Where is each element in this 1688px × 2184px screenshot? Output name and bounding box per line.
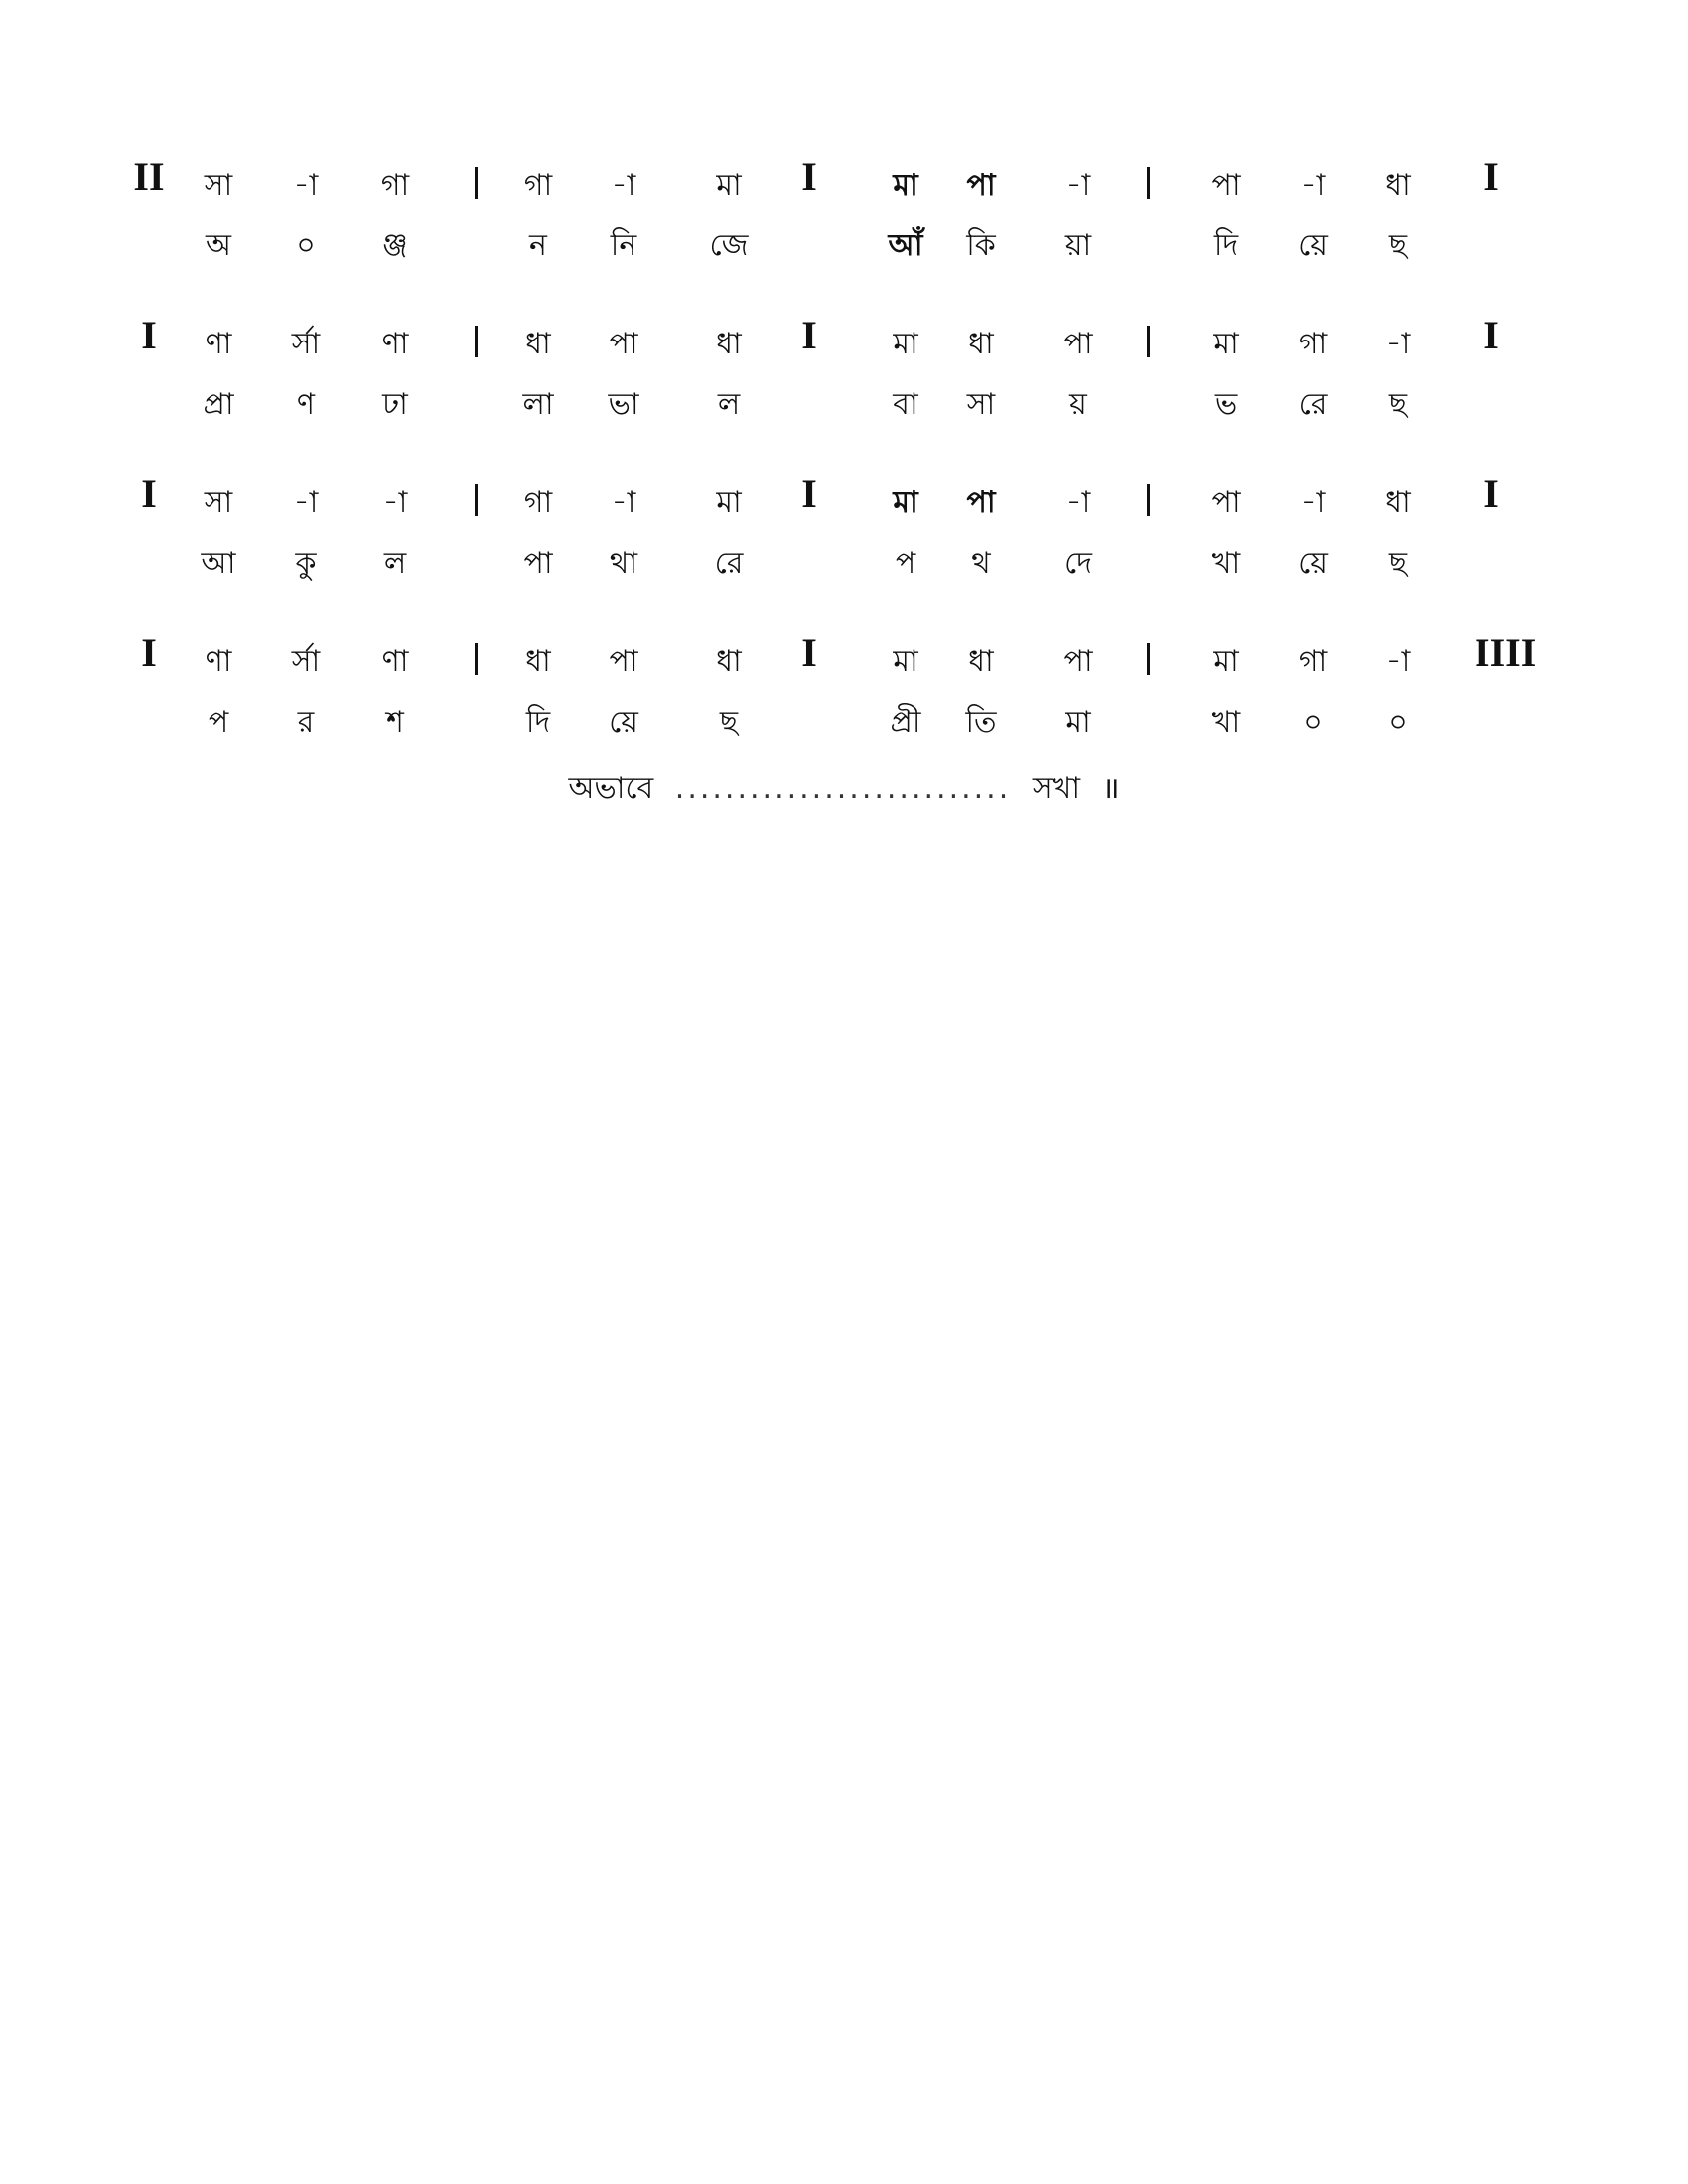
lyric-syllable: ছ bbox=[1388, 387, 1408, 422]
final-bar-symbol: IIII bbox=[1475, 630, 1537, 675]
note: মা bbox=[716, 168, 742, 203]
note: ধা bbox=[525, 644, 551, 679]
note: মা bbox=[893, 485, 918, 520]
division-bar bbox=[1147, 643, 1150, 675]
start-bar-symbol: I bbox=[141, 472, 157, 516]
notation-system-3 bbox=[0, 467, 1688, 586]
lyric-syllable: ছ bbox=[1388, 546, 1408, 581]
end-bar-symbol: I bbox=[1483, 472, 1499, 516]
note: পা bbox=[1211, 168, 1241, 203]
lyric-syllable: দে bbox=[1064, 546, 1092, 581]
lyric-syllable: য়ে bbox=[1298, 546, 1328, 581]
lyric-syllable: য় bbox=[1069, 387, 1087, 422]
note: ধা bbox=[1385, 168, 1411, 203]
note: ধা bbox=[968, 327, 994, 361]
lyric-syllable: ০ bbox=[1303, 705, 1323, 740]
lyric-syllable: জে bbox=[709, 228, 749, 263]
division-bar bbox=[475, 326, 478, 357]
lyric-syllable: প্রা bbox=[203, 387, 234, 422]
lyric-syllable: ঞ্জ bbox=[382, 228, 408, 263]
note: মা bbox=[716, 485, 742, 520]
division-bar bbox=[475, 643, 478, 675]
lyric-syllable: ভা bbox=[608, 387, 639, 422]
lyric-syllable: লা bbox=[522, 387, 554, 422]
note: -া bbox=[382, 485, 408, 520]
note: ধা bbox=[716, 644, 742, 679]
lyric-syllable: থ bbox=[971, 546, 991, 581]
note: -া bbox=[1385, 644, 1411, 679]
lyric-syllable: ল bbox=[383, 546, 407, 581]
lyric-syllable: বা bbox=[893, 387, 918, 422]
note: গা bbox=[380, 168, 410, 203]
division-bar bbox=[1147, 326, 1150, 357]
note: -া bbox=[293, 168, 319, 203]
lyric-syllable: আ bbox=[201, 546, 236, 581]
refrain-start: অভাবে bbox=[568, 771, 654, 806]
division-bar bbox=[1147, 484, 1150, 516]
lyric-syllable: ন bbox=[529, 228, 547, 263]
note: -া bbox=[1065, 168, 1091, 203]
refrain-dots: ........................... bbox=[674, 771, 1012, 806]
note: সা bbox=[204, 485, 233, 520]
note: গা bbox=[523, 168, 553, 203]
note: -া bbox=[1065, 485, 1091, 520]
note: পা bbox=[1063, 644, 1093, 679]
lyric-syllable: য়ে bbox=[609, 705, 638, 740]
note: -া bbox=[611, 485, 636, 520]
lyric-syllable: ঢা bbox=[382, 387, 408, 422]
lyric-syllable: খা bbox=[1211, 546, 1241, 581]
lyric-syllable: অ bbox=[206, 228, 231, 263]
bar-symbol: I bbox=[801, 313, 817, 357]
refrain-line bbox=[0, 769, 1688, 809]
refrain-end: সখা bbox=[1032, 771, 1081, 806]
lyric-syllable: পা bbox=[523, 546, 553, 581]
note: র্সা bbox=[291, 644, 321, 679]
note: গা bbox=[1298, 644, 1328, 679]
lyric-syllable: ল bbox=[717, 387, 741, 422]
lyric-syllable: ছ bbox=[1388, 228, 1408, 263]
note: মা bbox=[893, 327, 918, 361]
lyric-syllable: খা bbox=[1211, 705, 1241, 740]
note: পা bbox=[966, 168, 996, 203]
lyric-syllable: ছ bbox=[719, 705, 739, 740]
lyric-syllable: ০ bbox=[296, 228, 316, 263]
lyric-syllable: শ bbox=[386, 705, 404, 740]
division-bar bbox=[1147, 167, 1150, 199]
note: গা bbox=[1298, 327, 1328, 361]
note: মা bbox=[1213, 327, 1239, 361]
lyric-syllable: ভ bbox=[1214, 387, 1238, 422]
notation-system-1 bbox=[0, 149, 1688, 268]
note: ধা bbox=[525, 327, 551, 361]
note: ণা bbox=[381, 644, 409, 679]
lyric-syllable: কি bbox=[966, 228, 996, 263]
lyric-syllable: থা bbox=[609, 546, 638, 581]
note: পা bbox=[609, 327, 638, 361]
note: পা bbox=[1211, 485, 1241, 520]
lyric-syllable: দি bbox=[525, 705, 551, 740]
refrain-end-mark: ॥ bbox=[1101, 771, 1120, 806]
bar-symbol: I bbox=[801, 630, 817, 675]
lyric-syllable: রে bbox=[1298, 387, 1328, 422]
note: ধা bbox=[1385, 485, 1411, 520]
notation-system-2 bbox=[0, 308, 1688, 427]
bar-symbol: I bbox=[801, 472, 817, 516]
note: মা bbox=[1213, 644, 1239, 679]
note: -া bbox=[1385, 327, 1411, 361]
lyric-syllable: প্রী bbox=[890, 705, 921, 740]
note: পা bbox=[1063, 327, 1093, 361]
notation-system-4 bbox=[0, 625, 1688, 745]
lyric-syllable: য়ে bbox=[1298, 228, 1328, 263]
lyric-syllable: মা bbox=[1065, 705, 1091, 740]
start-bar-symbol: I bbox=[141, 313, 157, 357]
note: মা bbox=[893, 168, 918, 203]
lyric-syllable: য়া bbox=[1064, 228, 1092, 263]
note: র্সা bbox=[291, 327, 321, 361]
note: -া bbox=[1300, 485, 1326, 520]
note: ধা bbox=[716, 327, 742, 361]
note: ধা bbox=[968, 644, 994, 679]
lyric-syllable: রে bbox=[714, 546, 744, 581]
lyric-syllable: র bbox=[297, 705, 315, 740]
division-bar bbox=[475, 484, 478, 516]
start-bar-symbol: II bbox=[133, 154, 165, 199]
note: গা bbox=[523, 485, 553, 520]
lyric-syllable: প bbox=[895, 546, 916, 581]
lyric-syllable: ০ bbox=[1388, 705, 1408, 740]
note: ণা bbox=[381, 327, 409, 361]
lyric-syllable: দি bbox=[1213, 228, 1239, 263]
note: সা bbox=[204, 168, 233, 203]
lyric-syllable: আঁ bbox=[888, 228, 923, 263]
division-bar bbox=[475, 167, 478, 199]
start-bar-symbol: I bbox=[141, 630, 157, 675]
lyric-syllable: প bbox=[208, 705, 229, 740]
lyric-syllable: নি bbox=[610, 228, 637, 263]
note: -া bbox=[611, 168, 636, 203]
end-bar-symbol: I bbox=[1483, 313, 1499, 357]
lyric-syllable: কু bbox=[295, 546, 317, 581]
end-bar-symbol: I bbox=[1483, 154, 1499, 199]
note: -া bbox=[293, 485, 319, 520]
note: ণা bbox=[205, 327, 232, 361]
bar-symbol: I bbox=[801, 154, 817, 199]
note: মা bbox=[893, 644, 918, 679]
note: ণা bbox=[205, 644, 232, 679]
note: -া bbox=[1300, 168, 1326, 203]
lyric-syllable: সা bbox=[966, 387, 996, 422]
note: পা bbox=[609, 644, 638, 679]
note: পা bbox=[966, 485, 996, 520]
lyric-syllable: তি bbox=[965, 705, 997, 740]
lyric-syllable: ণ bbox=[296, 387, 316, 422]
